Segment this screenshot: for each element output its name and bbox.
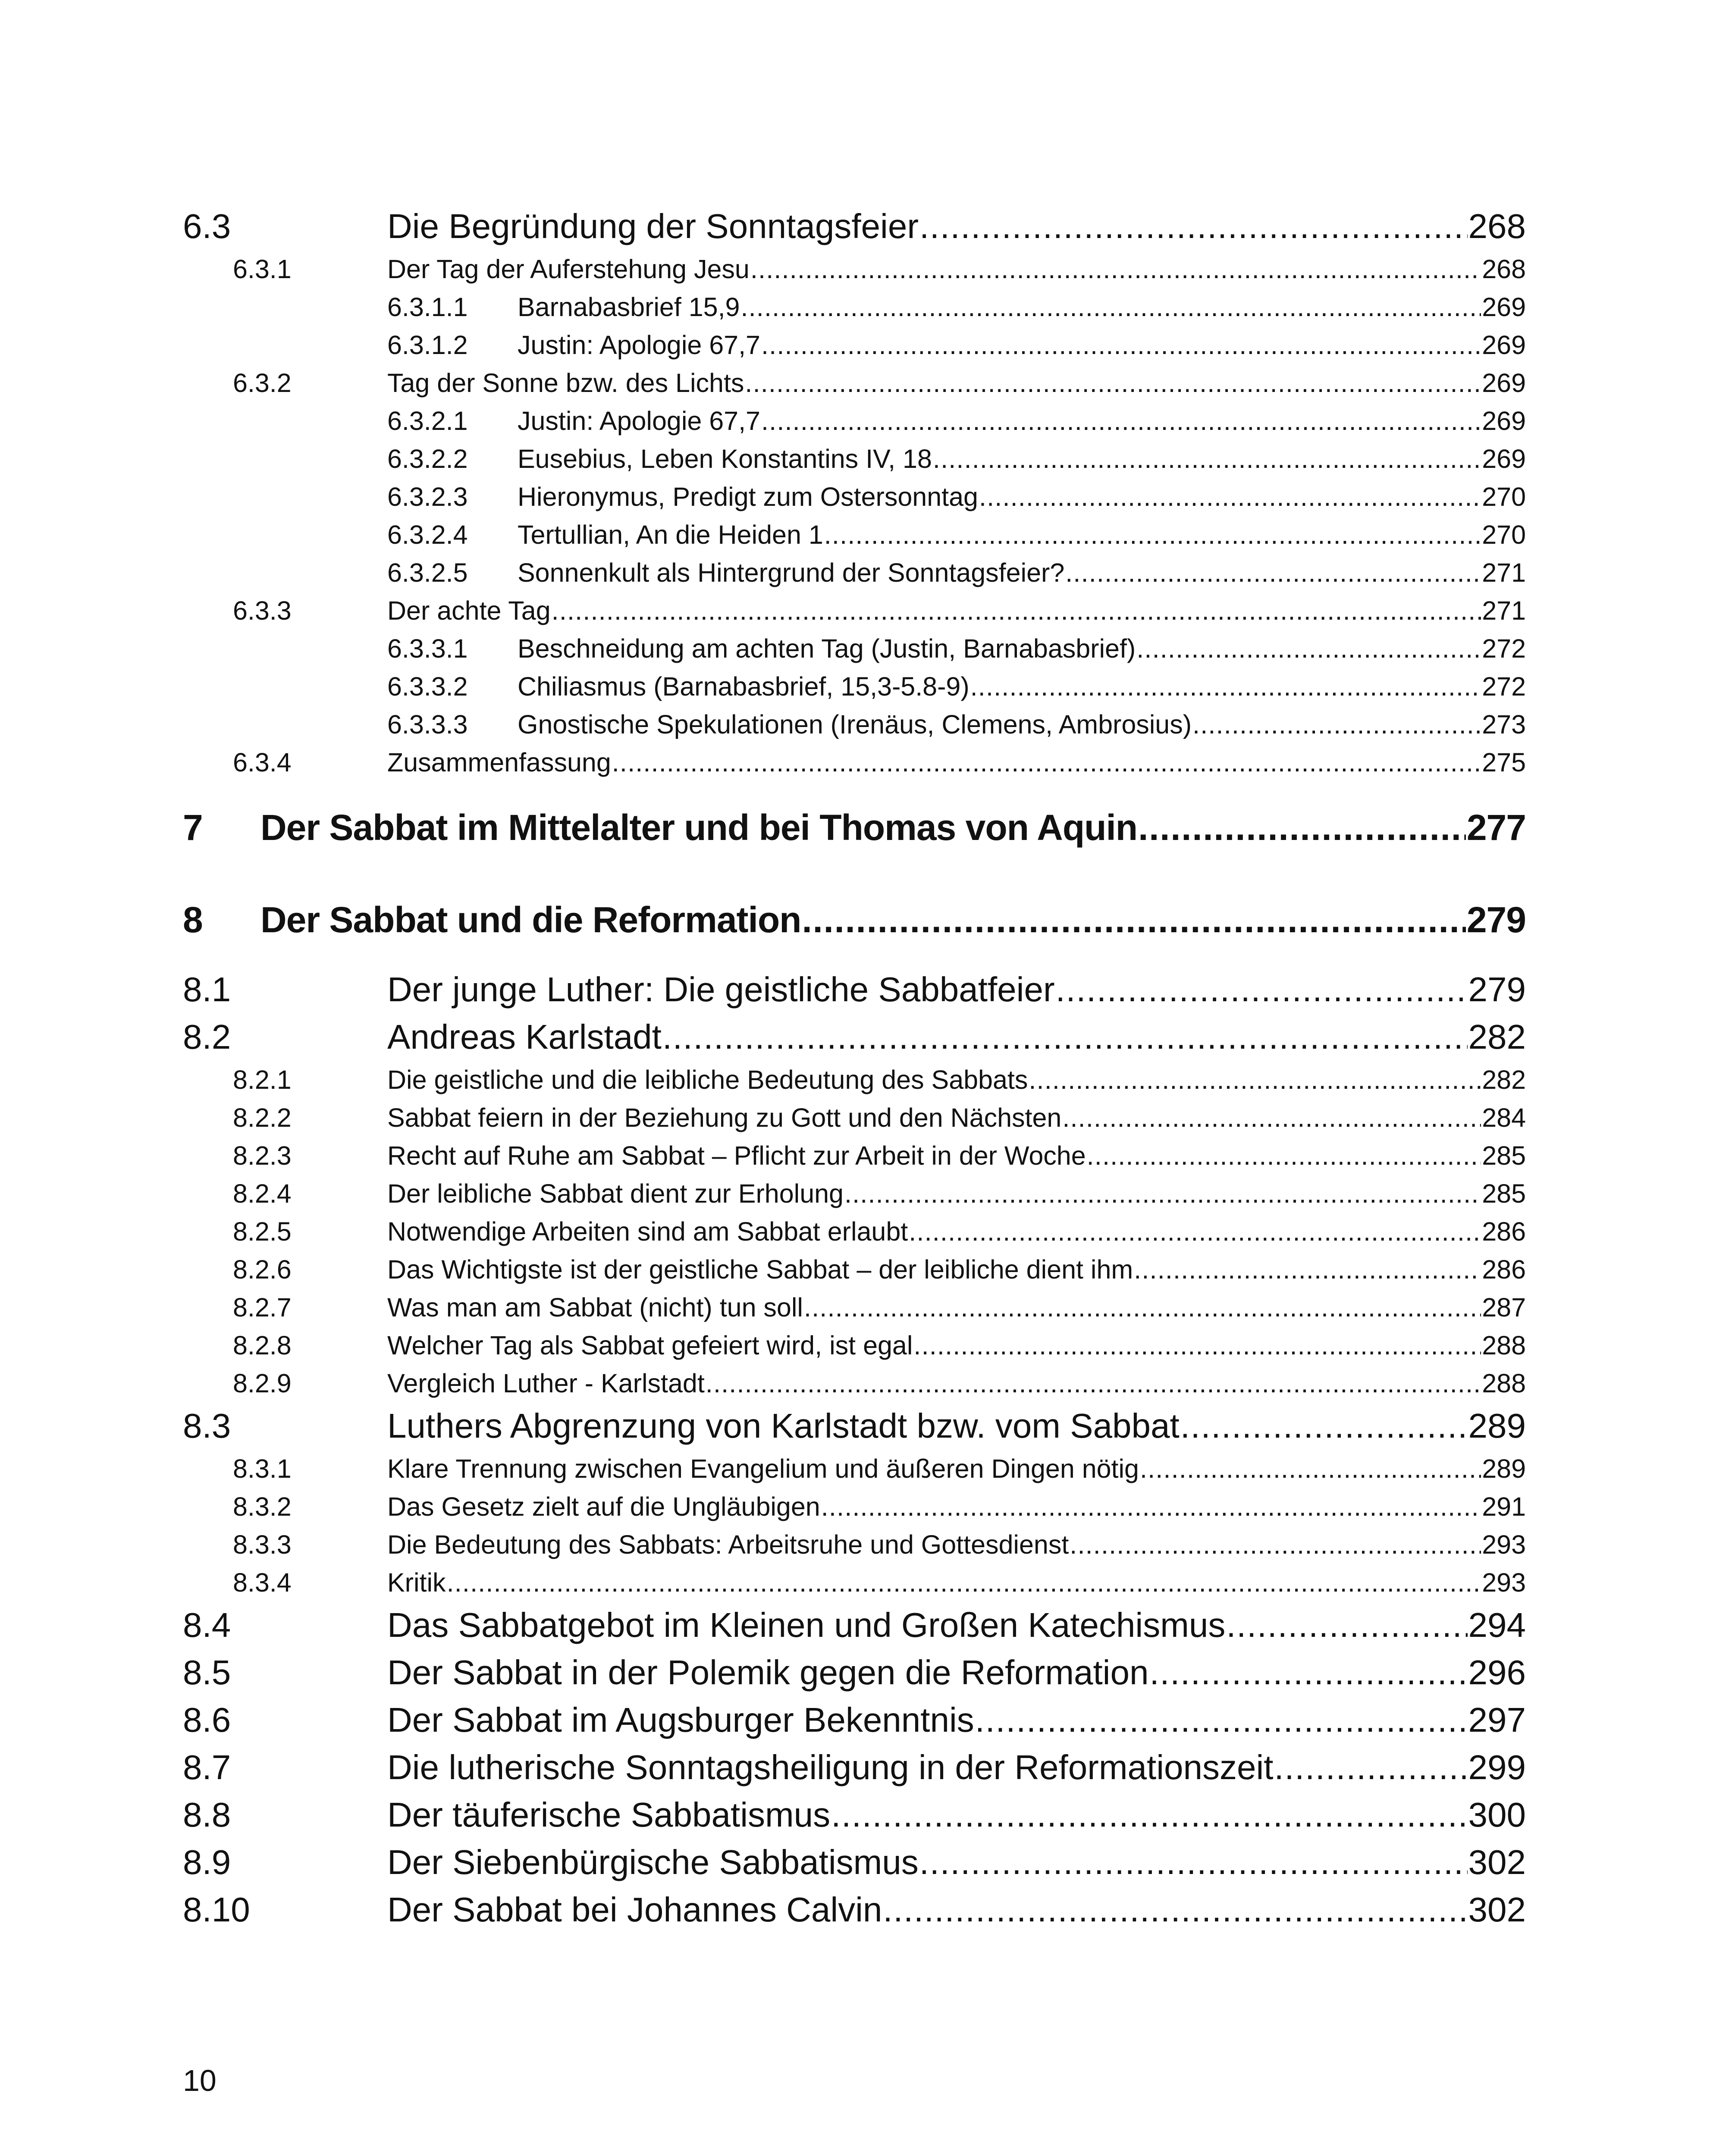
toc-entry-page: 271 xyxy=(1482,558,1526,587)
dot-leader xyxy=(1138,804,1466,851)
toc-entry-number: 6.3.2.4 xyxy=(387,520,468,549)
toc-entry-page: 289 xyxy=(1468,1407,1526,1445)
toc-entry-title: Andreas Karlstadt xyxy=(387,1018,662,1056)
toc-entry-line xyxy=(387,1175,1526,1213)
toc-entry xyxy=(0,250,1732,288)
toc-entry-page: 293 xyxy=(1482,1568,1526,1597)
toc-entry-number: 8.3 xyxy=(183,1407,231,1445)
toc-entry xyxy=(0,326,1732,364)
toc-entry xyxy=(0,1213,1732,1250)
toc-entry-line xyxy=(387,592,1526,630)
toc-entry-number: 8.2.5 xyxy=(233,1217,292,1246)
dot-leader xyxy=(1226,1601,1467,1649)
toc-entry-title: Notwendige Arbeiten sind am Sabbat erlaubt xyxy=(387,1217,908,1246)
toc-entry-line xyxy=(387,743,1526,781)
toc-entry xyxy=(0,1886,1732,1934)
toc-entry-page: 296 xyxy=(1468,1653,1526,1692)
dot-leader xyxy=(740,288,1481,326)
toc-entry xyxy=(0,804,1732,851)
dot-leader xyxy=(844,1175,1481,1213)
toc-entry-title: Barnabasbrief 15,9 xyxy=(518,292,740,322)
toc-entry-number: 6.3.1.1 xyxy=(387,292,468,322)
toc-entry-line xyxy=(518,288,1526,326)
toc-entry-number: 8.4 xyxy=(183,1606,231,1644)
toc-entry-title: Gnostische Spekulationen (Irenäus, Clemens, Ambrosius) xyxy=(518,710,1192,739)
toc-entry-page: 300 xyxy=(1468,1796,1526,1834)
dot-leader xyxy=(804,1288,1481,1326)
toc-entry-title: Justin: Apologie 67,7 xyxy=(518,406,760,436)
toc-entry-number: 8.5 xyxy=(183,1653,231,1692)
toc-entry xyxy=(0,896,1732,943)
toc-entry-page: 271 xyxy=(1482,596,1526,625)
toc-entry-line xyxy=(518,630,1526,667)
toc-entry-page: 282 xyxy=(1468,1018,1526,1056)
toc-entry xyxy=(0,1061,1732,1099)
toc-entry xyxy=(0,516,1732,554)
dot-leader xyxy=(933,440,1481,478)
toc-entry-page: 302 xyxy=(1468,1890,1526,1929)
dot-leader xyxy=(970,667,1481,705)
toc-entry-page: 284 xyxy=(1482,1103,1526,1132)
page-number: 10 xyxy=(183,2064,216,2097)
toc-entry-line xyxy=(387,1601,1526,1649)
toc-entry-number: 8.2.6 xyxy=(233,1255,292,1284)
toc-entry-title: Das Gesetz zielt auf die Ungläubigen xyxy=(387,1492,820,1521)
dot-leader xyxy=(909,1213,1481,1250)
toc-entry-line xyxy=(387,1250,1526,1288)
toc-entry-number: 8 xyxy=(183,899,203,940)
toc-entry-line xyxy=(387,1213,1526,1250)
toc-entry-title: Luthers Abgrenzung von Karlstadt bzw. vom Sabbat xyxy=(387,1407,1180,1445)
toc-entry-number: 6.3 xyxy=(183,207,231,245)
toc-entry-number: 8.2.4 xyxy=(233,1179,292,1208)
toc-entry-title: Was man am Sabbat (nicht) tun soll xyxy=(387,1293,803,1322)
dot-leader xyxy=(745,364,1481,402)
dot-leader xyxy=(761,402,1481,440)
toc-entry-number: 6.3.4 xyxy=(233,748,292,777)
dot-leader xyxy=(1070,1526,1481,1564)
dot-leader xyxy=(1087,1137,1481,1175)
toc-entry-title: Klare Trennung zwischen Evangelium und äußeren Dingen nötig xyxy=(387,1454,1139,1483)
toc-entry-title: Justin: Apologie 67,7 xyxy=(518,330,760,360)
toc-entry-page: 269 xyxy=(1482,292,1526,322)
toc-entry xyxy=(0,1450,1732,1488)
toc-entry-title: Welcher Tag als Sabbat gefeiert wird, ist egal xyxy=(387,1331,913,1360)
toc-entry-line xyxy=(387,1526,1526,1564)
toc-entry-page: 268 xyxy=(1482,254,1526,284)
toc-entry xyxy=(0,203,1732,250)
toc-entry-page: 286 xyxy=(1482,1255,1526,1284)
toc-entry-line xyxy=(387,1886,1526,1934)
toc-entry-line xyxy=(260,896,1526,943)
toc-entry-number: 8.1 xyxy=(183,970,231,1009)
toc-entry-line xyxy=(387,1791,1526,1839)
toc-entry-number: 6.3.3.1 xyxy=(387,634,468,663)
dot-leader xyxy=(883,1886,1467,1934)
toc-entry xyxy=(0,1326,1732,1364)
toc-entry-page: 269 xyxy=(1482,368,1526,398)
toc-entry-title: Der leibliche Sabbat dient zur Erholung xyxy=(387,1179,844,1208)
toc-entry-number: 6.3.3.3 xyxy=(387,710,468,739)
toc-entry-number: 8.3.2 xyxy=(233,1492,292,1521)
toc-entry-number: 6.3.2.2 xyxy=(387,444,468,473)
toc-entry-page: 279 xyxy=(1466,899,1526,940)
toc-entry-number: 6.3.2.3 xyxy=(387,482,468,511)
dot-leader xyxy=(447,1564,1481,1601)
toc-entry xyxy=(0,1744,1732,1791)
dot-leader xyxy=(1140,1450,1481,1488)
toc-entry-number: 8.2.7 xyxy=(233,1293,292,1322)
toc-entry-number: 8.3.1 xyxy=(233,1454,292,1483)
dot-leader xyxy=(750,250,1481,288)
toc-entry-line xyxy=(387,1013,1526,1061)
dot-leader xyxy=(1062,1099,1481,1137)
dot-leader xyxy=(761,326,1481,364)
toc-entry-line xyxy=(518,402,1526,440)
toc-entry-page: 273 xyxy=(1482,710,1526,739)
toc-entry-page: 287 xyxy=(1482,1293,1526,1322)
dot-leader xyxy=(802,896,1465,943)
toc-entry-title: Der Sabbat im Mittelalter und bei Thomas von Aquin xyxy=(260,807,1138,848)
dot-leader xyxy=(975,1696,1468,1744)
toc-entry xyxy=(0,1402,1732,1450)
toc-entry xyxy=(0,1099,1732,1137)
dot-leader xyxy=(919,1839,1468,1886)
toc-entry-number: 6.3.3 xyxy=(233,596,292,625)
toc-entry xyxy=(0,1839,1732,1886)
toc-entry-page: 269 xyxy=(1482,406,1526,436)
toc-entry-title: Das Wichtigste ist der geistliche Sabbat – der leibliche dient ihm xyxy=(387,1255,1133,1284)
toc-entry xyxy=(0,592,1732,630)
toc-entry-page: 293 xyxy=(1482,1530,1526,1559)
toc-entry-line xyxy=(387,1564,1526,1601)
toc-entry-title: Die geistliche und die leibliche Bedeutung des Sabbats xyxy=(387,1065,1028,1094)
dot-leader xyxy=(1149,1649,1467,1696)
dot-leader xyxy=(1056,966,1468,1013)
toc-entry-number: 8.3.3 xyxy=(233,1530,292,1559)
toc-entry-page: 285 xyxy=(1482,1179,1526,1208)
toc-entry-title: Chiliasmus (Barnabasbrief, 15,3-5.8-9) xyxy=(518,672,970,701)
toc-entry-title: Das Sabbatgebot im Kleinen und Großen Katechismus xyxy=(387,1606,1226,1644)
toc-entry-page: 270 xyxy=(1482,482,1526,511)
toc-entry-title: Der Sabbat in der Polemik gegen die Reformation xyxy=(387,1653,1149,1692)
toc-entry-page: 272 xyxy=(1482,672,1526,701)
toc-entry-title: Eusebius, Leben Konstantins IV, 18 xyxy=(518,444,932,473)
toc-entry-title: Sabbat feiern in der Beziehung zu Gott und den Nächsten xyxy=(387,1103,1062,1132)
toc-entry xyxy=(0,1137,1732,1175)
toc-entry-page: 275 xyxy=(1482,748,1526,777)
toc-entry xyxy=(0,1564,1732,1601)
toc-entry-page: 269 xyxy=(1482,330,1526,360)
toc-entry-line xyxy=(387,1326,1526,1364)
toc-entry-title: Die Bedeutung des Sabbats: Arbeitsruhe und Gottesdienst xyxy=(387,1530,1069,1559)
toc-entry-title: Der junge Luther: Die geistliche Sabbatfeier xyxy=(387,970,1055,1009)
toc-entry-line xyxy=(387,250,1526,288)
toc-entry-title: Der Sabbat bei Johannes Calvin xyxy=(387,1890,882,1929)
toc-entry-line xyxy=(518,554,1526,592)
dot-leader xyxy=(1192,705,1481,743)
toc-entry-page: 294 xyxy=(1468,1606,1526,1644)
toc-entry-page: 269 xyxy=(1482,444,1526,473)
dot-leader xyxy=(831,1791,1467,1839)
toc-entry-line xyxy=(518,667,1526,705)
toc-entry-line xyxy=(387,1649,1526,1696)
toc-entry-number: 6.3.1.2 xyxy=(387,330,468,360)
toc-entry-line xyxy=(387,1488,1526,1526)
toc-entry-title: Der täuferische Sabbatismus xyxy=(387,1796,831,1834)
toc-entry xyxy=(0,1250,1732,1288)
toc-entry xyxy=(0,1013,1732,1061)
toc-entry-title: Die lutherische Sonntagsheiligung in der Reformationszeit xyxy=(387,1748,1274,1786)
toc-entry-page: 299 xyxy=(1468,1748,1526,1786)
dot-leader xyxy=(913,1326,1481,1364)
toc-entry-line xyxy=(387,1364,1526,1402)
toc-entry xyxy=(0,1488,1732,1526)
toc-entry xyxy=(0,705,1732,743)
toc-entry-number: 7 xyxy=(183,807,203,848)
toc-entry-title: Der achte Tag xyxy=(387,596,551,625)
toc-entry-line xyxy=(518,440,1526,478)
toc-entry-title: Recht auf Ruhe am Sabbat – Pflicht zur Arbeit in der Woche xyxy=(387,1141,1086,1170)
toc-entry xyxy=(0,554,1732,592)
dot-leader xyxy=(1134,1250,1481,1288)
toc-entry xyxy=(0,630,1732,667)
toc-entry-title: Die Begründung der Sonntagsfeier xyxy=(387,207,919,245)
toc-entry-line xyxy=(518,516,1526,554)
toc-entry xyxy=(0,667,1732,705)
toc-entry-number: 8.2.8 xyxy=(233,1331,292,1360)
toc-entry-title: Vergleich Luther - Karlstadt xyxy=(387,1369,705,1398)
toc-entry-number: 8.6 xyxy=(183,1701,231,1739)
dot-leader xyxy=(919,203,1468,250)
toc-entry-title: Der Siebenbürgische Sabbatismus xyxy=(387,1843,919,1881)
toc-entry-page: 288 xyxy=(1482,1369,1526,1398)
toc-entry-title: Tag der Sonne bzw. des Lichts xyxy=(387,368,744,398)
toc-entry-line xyxy=(387,203,1526,250)
toc-entry xyxy=(0,1649,1732,1696)
toc-entry xyxy=(0,1526,1732,1564)
toc-entry xyxy=(0,1791,1732,1839)
dot-leader xyxy=(662,1013,1468,1061)
toc-entry-title: Tertullian, An die Heiden 1 xyxy=(518,520,823,549)
toc-entry-line xyxy=(387,364,1526,402)
toc-entry-line xyxy=(387,966,1526,1013)
dot-leader xyxy=(1274,1744,1468,1791)
toc-entry xyxy=(0,478,1732,516)
toc-entry-line xyxy=(387,1839,1526,1886)
toc-entry xyxy=(0,440,1732,478)
toc-entry-line xyxy=(518,705,1526,743)
toc-entry-number: 8.7 xyxy=(183,1748,231,1786)
toc-entry-number: 6.3.2.1 xyxy=(387,406,468,436)
toc-entry-number: 8.2.9 xyxy=(233,1369,292,1398)
toc-entry-line xyxy=(518,326,1526,364)
toc-entry-line xyxy=(387,1696,1526,1744)
toc-entry-number: 8.2 xyxy=(183,1018,231,1056)
toc-entry-title: Zusammenfassung xyxy=(387,748,611,777)
toc-entry-number: 8.2.2 xyxy=(233,1103,292,1132)
toc-entry-page: 279 xyxy=(1468,970,1526,1009)
dot-leader xyxy=(824,516,1481,554)
dot-leader xyxy=(979,478,1481,516)
toc-entry-number: 6.3.1 xyxy=(233,254,292,284)
dot-leader xyxy=(612,743,1481,781)
toc-entry-page: 288 xyxy=(1482,1331,1526,1360)
toc-entry-number: 8.3.4 xyxy=(233,1568,292,1597)
dot-leader xyxy=(706,1364,1481,1402)
toc-entry-title: Hieronymus, Predigt zum Ostersonntag xyxy=(518,482,978,511)
toc-entry-number: 6.3.3.2 xyxy=(387,672,468,701)
dot-leader xyxy=(1029,1061,1481,1099)
toc-entry xyxy=(0,402,1732,440)
toc-entry-line xyxy=(260,804,1526,851)
dot-leader xyxy=(1180,1402,1468,1450)
toc-entry-number: 6.3.2.5 xyxy=(387,558,468,587)
toc-entry-line xyxy=(387,1137,1526,1175)
dot-leader xyxy=(821,1488,1481,1526)
toc-entry-line xyxy=(387,1061,1526,1099)
toc-entry xyxy=(0,288,1732,326)
toc-entry-line xyxy=(387,1288,1526,1326)
toc-entry-line xyxy=(387,1099,1526,1137)
toc-entry-title: Beschneidung am achten Tag (Justin, Barnabasbrief) xyxy=(518,634,1136,663)
toc-entry-title: Der Sabbat und die Reformation xyxy=(260,899,801,940)
toc-entry-page: 285 xyxy=(1482,1141,1526,1170)
toc-entry xyxy=(0,966,1732,1013)
toc-entry-page: 270 xyxy=(1482,520,1526,549)
toc-entry-page: 272 xyxy=(1482,634,1526,663)
toc-entry-page: 291 xyxy=(1482,1492,1526,1521)
toc-entry xyxy=(0,1696,1732,1744)
toc-entry-title: Der Sabbat im Augsburger Bekenntnis xyxy=(387,1701,974,1739)
toc-entry-page: 282 xyxy=(1482,1065,1526,1094)
toc-entry-number: 8.2.3 xyxy=(233,1141,292,1170)
dot-leader xyxy=(1065,554,1481,592)
dot-leader xyxy=(1136,630,1481,667)
toc-entry-page: 286 xyxy=(1482,1217,1526,1246)
toc-entry-line xyxy=(387,1450,1526,1488)
toc-entry xyxy=(0,1601,1732,1649)
toc-entry-page: 268 xyxy=(1468,207,1526,245)
toc-entry xyxy=(0,1175,1732,1213)
toc-entry-page: 277 xyxy=(1466,807,1526,848)
toc-entry-number: 8.9 xyxy=(183,1843,231,1881)
toc-entry-title: Kritik xyxy=(387,1568,446,1597)
toc-entry-line xyxy=(518,478,1526,516)
toc-entry-line xyxy=(387,1402,1526,1450)
toc-entry-number: 8.8 xyxy=(183,1796,231,1834)
toc-entry-number: 8.10 xyxy=(183,1890,250,1929)
toc-entry-page: 297 xyxy=(1468,1701,1526,1739)
toc-entry-page: 289 xyxy=(1482,1454,1526,1483)
toc-entry xyxy=(0,1288,1732,1326)
toc-entry-number: 6.3.2 xyxy=(233,368,292,398)
toc-entry-title: Der Tag der Auferstehung Jesu xyxy=(387,254,750,284)
dot-leader xyxy=(552,592,1481,630)
toc-entry xyxy=(0,743,1732,781)
toc-entry xyxy=(0,364,1732,402)
toc-entry-number: 8.2.1 xyxy=(233,1065,292,1094)
toc-entry xyxy=(0,1364,1732,1402)
toc-entry-line xyxy=(387,1744,1526,1791)
toc-entry-title: Sonnenkult als Hintergrund der Sonntagsfeier? xyxy=(518,558,1065,587)
toc-entry-page: 302 xyxy=(1468,1843,1526,1881)
